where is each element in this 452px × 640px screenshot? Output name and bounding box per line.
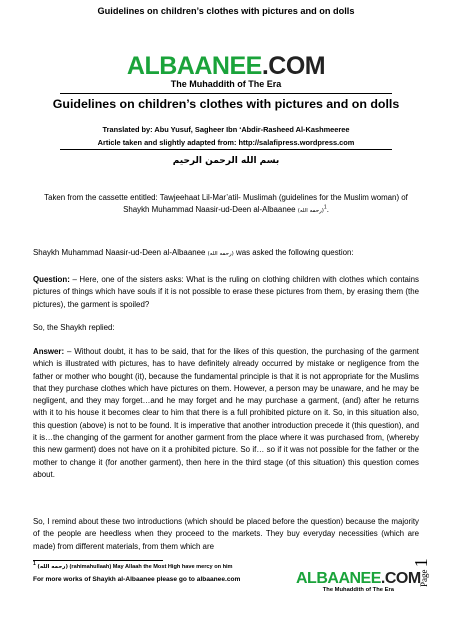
logo-tagline: The Muhaddith of The Era: [170, 79, 282, 89]
closing-paragraph: So, I remind about these two introductions (which should be placed before the question) because the majority of the people are heedless when they proceed to the markets. They buy everyday necessities (which are made) from different materials, from them which are: [33, 517, 419, 551]
page-label: Page: [419, 569, 429, 587]
site-logo: [0, 54, 452, 90]
bottom-rule: [60, 149, 392, 150]
footer-logo-part2: .COM: [380, 570, 421, 587]
top-rule: [60, 93, 392, 94]
footer-logo-tagline: The Muhaddith of The Era: [322, 587, 394, 593]
honorific-2: (رحمه الله): [207, 251, 234, 257]
opening-text-after: was asked the following question:: [236, 248, 354, 257]
logo-part1: ALBAANEE: [126, 52, 262, 80]
logo-wordmark: [0, 54, 452, 79]
reply-intro: So, the Shaykh replied:: [33, 323, 115, 332]
honorific: (رحمه الله): [297, 208, 324, 215]
answer-paragraph: [33, 346, 419, 481]
footer-logo-wordmark: [296, 571, 421, 587]
footnote-text: (rahimahullaah) May Allaah the Most High have mercy on him: [69, 564, 233, 570]
answer-text: – Without doubt, it has to be said, that for the likes of this question, the purchasing of the garment which is illustrated with pictures, has to have definitely already occurred by mistake or negligence from the father or mother who bought (it), because the fundamental principle is that it is not appropriate for the Muslims that they purchase clothes which have pictures on them. However, a person may be unaware, and he may be negligent, and they may forget…and he may forget and he may purchase a garment, (and) after he returns with it to his house it becomes clear to him that there is a full prohibited picture on it. So, in this situation also, this question (above) is not to be found. It is imperative that another introduction precede it (this question), and it is…the changing of the garment for another garment from the place where it was purchased from, (whereby this new garment) does not have on it a prohibited picture. So if… so if it was not possible for the father or the mother to change it (for another garment), then here in the third stage (of this situation) this question comes about.: [33, 347, 419, 479]
footnote-rule: [33, 560, 163, 561]
source-credit: Article taken and slightly adapted from: http://salafipress.wordpress.com: [97, 138, 355, 147]
document-title: Guidelines on children’s clothes with pictures and on dolls: [52, 97, 400, 111]
opening-paragraph: [33, 247, 419, 260]
footer-logo: [296, 571, 421, 594]
footnote-number: 1: [33, 561, 36, 568]
answer-label: Answer:: [33, 347, 65, 356]
running-header: Guidelines on children’s clothes with pictures and on dolls: [97, 6, 355, 16]
logo-part2: .COM: [261, 52, 326, 80]
page-number-value: 1: [411, 558, 431, 568]
question-label: Question:: [33, 275, 70, 284]
footnote-ref: 1: [323, 204, 327, 211]
footnote-arabic: (رحمه الله): [37, 564, 68, 570]
footer-text: For more works of Shaykh al-Albaanee please go to albaanee.com: [33, 576, 241, 583]
intro-paragraph: Taken from the cassette entitled: Tawjeehaat Lil-Mar’atil- Muslimah (guidelines for the Muslim woman) of Shaykh Muhammad Naasir-ud-Deen al-Albaanee (رحمه الله)$^1$.: [44, 193, 408, 215]
opening-text-before: Shaykh Muhammad Naasir-ud-Deen al-Albaanee: [33, 248, 206, 257]
translator-credit: Translated by: Abu Yusuf, Sagheer Ibn ‘Abdir-Rasheed Al-Kashmeeree: [102, 125, 350, 134]
footer-logo-part1: ALBAANEE: [296, 570, 381, 587]
footnote: [33, 561, 333, 570]
page-number: [411, 558, 447, 587]
intro-text: Taken from the cassette entitled: Tawjeehaat Lil-Mar’atil- Muslimah (guidelines for the Muslim woman) of Shaykh Muhammad Naasir-ud-Deen al-Albaanee: [44, 193, 408, 215]
question-text: – Here, one of the sisters asks: What is the ruling on clothing children with clothes which contains pictures of things which have souls if it is not possible to erase these pictures from them, by erasing them (the pictures), the garment is spoiled?: [33, 275, 419, 309]
basmala: بسم الله الرحمن الرحيم: [172, 156, 280, 166]
question-paragraph: [33, 274, 419, 311]
